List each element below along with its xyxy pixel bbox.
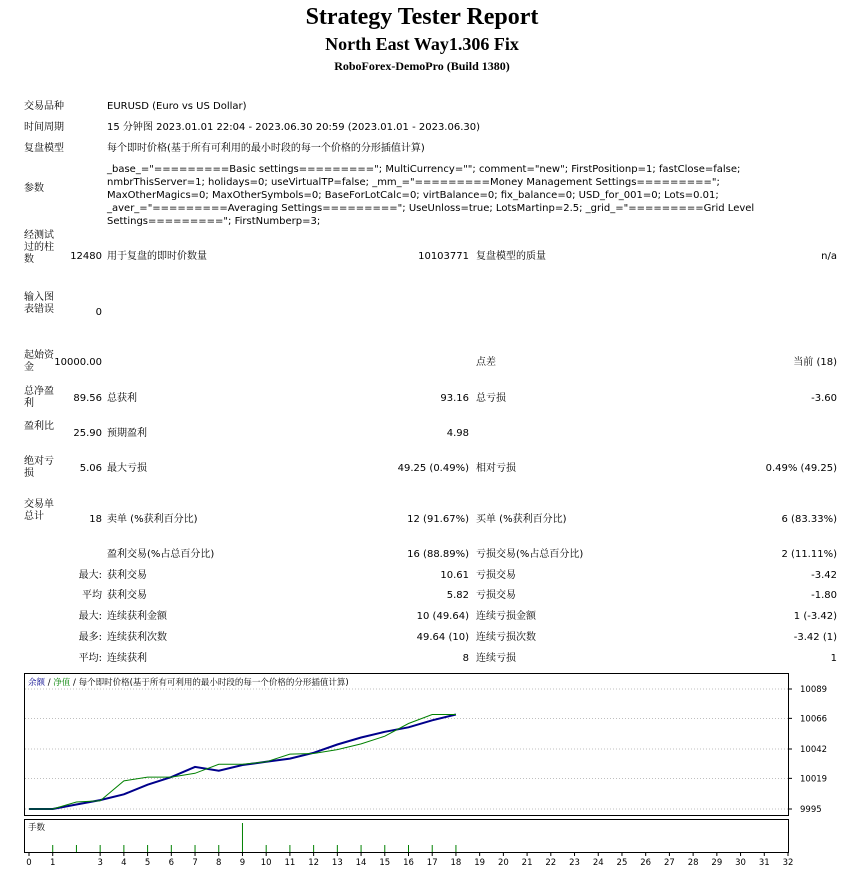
gross-profit-value: 93.16 (440, 393, 469, 404)
volume-label: 手数 (28, 823, 46, 833)
y-tick-label: 10066 (800, 714, 828, 725)
x-tick-label: 3 (97, 858, 103, 868)
legend-model: 每个即时价格(基于所有可利用的最小时段的每一个价格的分形插值计算) (78, 678, 349, 688)
x-tick-label: 15 (379, 858, 391, 868)
x-tick-label: 31 (758, 858, 770, 868)
profit-trades-value: 16 (88.89%) (407, 549, 469, 560)
y-tick-label: 10089 (800, 685, 828, 695)
quality-value: n/a (821, 251, 837, 262)
deposit-value: 10000.00 (54, 357, 102, 368)
bars-value: 12480 (70, 251, 102, 262)
symbol-label: 交易品种 (24, 101, 64, 112)
max-drawdown-value: 49.25 (0.49%) (397, 463, 469, 474)
largest-loss-label: 亏损交易 (476, 570, 516, 581)
row-avg-consec-prefix: 平均: (78, 653, 102, 664)
x-tick-label: 19 (474, 858, 486, 868)
row-max-prefix: 最大: (78, 611, 102, 622)
x-tick-label: 26 (640, 858, 652, 868)
total-trades-value: 18 (89, 514, 102, 525)
x-tick-label: 17 (426, 858, 438, 868)
ticks-value: 10103771 (418, 251, 469, 262)
max-consec-profit-value: 49.64 (10) (416, 632, 469, 643)
x-tick-label: 24 (592, 858, 604, 868)
errors-value: 0 (95, 307, 102, 318)
quality-label: 复盘模型的质量 (476, 251, 546, 262)
avg-consec-losses-value: 1 (830, 653, 837, 664)
abs-drawdown-label: 绝对亏损 (24, 456, 54, 479)
ticks-label: 用于复盘的即时价数量 (107, 251, 207, 262)
profit-factor-value: 25.90 (73, 428, 102, 439)
max-consec-loss-label: 连续亏损次数 (476, 632, 536, 643)
payoff-value: 4.98 (446, 428, 469, 439)
spread-label: 点差 (476, 357, 496, 368)
profit-factor-label: 盈利比 (24, 421, 54, 432)
x-tick-label: 22 (545, 858, 557, 868)
long-trades-value: 6 (83.33%) (781, 514, 837, 525)
symbol-value: EURUSD (Euro vs US Dollar) (107, 101, 247, 112)
main-plot-frame (25, 674, 789, 816)
x-tick-label: 16 (403, 858, 414, 868)
avg-profit-label: 获利交易 (107, 590, 147, 601)
max-consec-loss-value: -3.42 (1) (793, 632, 837, 643)
x-tick-label: 4 (121, 858, 127, 868)
x-tick-label: 13 (331, 858, 343, 868)
x-tick-label: 20 (497, 858, 509, 868)
balance-chart (24, 673, 828, 869)
x-tick-label: 29 (711, 858, 723, 868)
gross-loss-value: -3.60 (811, 393, 837, 404)
avg-profit-value: 5.82 (446, 590, 469, 601)
period-value: 15 分钟图 2023.01.01 22:04 - 2023.06.30 20:59 (2023.01.01 - 2023.06.30) (107, 122, 481, 133)
max-consec-losses-label: 连续亏损金额 (476, 611, 536, 622)
x-tick-label: 28 (687, 858, 699, 868)
y-tick-labels (788, 685, 827, 815)
x-tick-label: 25 (616, 858, 628, 868)
largest-profit-value: 10.61 (440, 570, 469, 581)
gross-loss-label: 总亏损 (476, 393, 506, 404)
largest-profit-label: 获利交易 (107, 570, 147, 581)
max-consec-wins-value: 10 (49.64) (416, 611, 469, 622)
row-most-prefix: 最多: (78, 632, 102, 643)
bars-label: 经测试过的柱数 (24, 230, 54, 265)
y-tick-label: 10019 (800, 774, 828, 785)
x-tick-label: 21 (521, 858, 533, 868)
rel-drawdown-value: 0.49% (49.25) (765, 463, 837, 474)
rel-drawdown-label: 相对亏损 (476, 463, 516, 474)
max-consec-losses-value: 1 (-3.42) (793, 611, 837, 622)
x-tick-label: 8 (216, 858, 222, 868)
loss-trades-value: 2 (11.11%) (781, 549, 837, 560)
model-label: 复盘模型 (24, 143, 64, 154)
payoff-label: 预期盈利 (107, 428, 147, 439)
x-tick-label: 1 (50, 858, 56, 868)
x-tick-label: 12 (308, 858, 320, 868)
largest-loss-value: -3.42 (811, 570, 837, 581)
x-tick-label: 7 (192, 858, 198, 868)
avg-consec-losses-label: 连续亏损 (476, 653, 516, 664)
x-tick-label: 32 (782, 858, 794, 868)
period-label: 时间周期 (24, 122, 64, 133)
gross-profit-label: 总获利 (107, 393, 137, 404)
model-value: 每个即时价格(基于所有可利用的最小时段的每一个价格的分形插值计算) (107, 143, 425, 154)
net-profit-label: 总净盈利 (24, 386, 54, 409)
report-title: Strategy Tester Report (305, 4, 539, 30)
profit-trades-label: 盈利交易(%占总百分比) (107, 549, 215, 560)
broker-name: RoboForex-DemoPro (Build 1380) (334, 59, 510, 73)
legend-separator: / (45, 678, 54, 688)
x-tick-label: 11 (284, 858, 296, 868)
net-profit-value: 89.56 (73, 393, 102, 404)
params-label: 参数 (24, 183, 44, 194)
x-tick-label: 23 (569, 858, 580, 868)
errors-label: 输入图表错误 (24, 292, 54, 315)
legend-equity: 净值 (53, 678, 71, 688)
x-tick-label: 27 (663, 858, 675, 868)
row-average-prefix: 平均 (82, 590, 102, 601)
chart-legend (28, 677, 349, 688)
avg-loss-label: 亏损交易 (476, 590, 516, 601)
legend-separator: / (70, 678, 79, 688)
params-value: _base_="=========Basic settings========="; MultiCurrency=""; comment="new"; FirstPositionp=1; fastClose=false; nmbrThisServer=1; holidays=0; useVirtualTP=false; _mm_="=========Money Management Settings========="; MaxOtherMagics=0; MaxOtherSymbols=0; BaseForLotCalc=0; virtBalance=0; fix_balance=0; USD_for_001=0; Lots=0.01; _aver_="=========Averaging Settings========="; UseUnloss=true; LotsMartinp=2.5; _grid_="=========Grid Level Settings========="; FirstNumberp=3; (107, 164, 755, 227)
x-tick-label: 10 (260, 858, 272, 868)
spread-value: 当前 (18) (793, 357, 837, 368)
long-trades-label: 买单 (%获利百分比) (476, 514, 567, 525)
loss-trades-label: 亏损交易(%占总百分比) (476, 549, 584, 560)
avg-consec-wins-label: 连续获利 (107, 653, 147, 664)
deposit-label: 起始资金 (24, 350, 54, 373)
max-consec-wins-label: 连续获利金额 (107, 611, 167, 622)
volume-plot-frame (25, 820, 789, 853)
short-trades-label: 卖单 (%获利百分比) (107, 514, 198, 525)
x-tick-label: 0 (26, 858, 32, 868)
x-tick-label: 6 (168, 858, 175, 868)
max-consec-profit-label: 连续获利次数 (107, 632, 167, 643)
total-trades-label: 交易单总计 (24, 499, 54, 522)
x-tick-label: 30 (735, 858, 746, 868)
x-tick-label: 18 (450, 858, 462, 868)
x-tick-label: 5 (144, 858, 151, 868)
legend-balance: 余额 (28, 678, 46, 688)
abs-drawdown-value: 5.06 (79, 463, 102, 474)
y-tick-label: 9995 (800, 805, 822, 815)
avg-consec-wins-value: 8 (462, 653, 469, 664)
short-trades-value: 12 (91.67%) (407, 514, 469, 525)
avg-loss-value: -1.80 (811, 590, 837, 601)
max-drawdown-label: 最大亏损 (107, 463, 147, 474)
x-tick-label: 14 (355, 858, 367, 868)
row-largest-prefix: 最大: (78, 570, 102, 581)
y-tick-label: 10042 (800, 745, 828, 755)
x-tick-labels (26, 853, 793, 868)
report-subtitle: North East Way1.306 Fix (325, 34, 519, 54)
x-tick-label: 9 (239, 858, 246, 868)
